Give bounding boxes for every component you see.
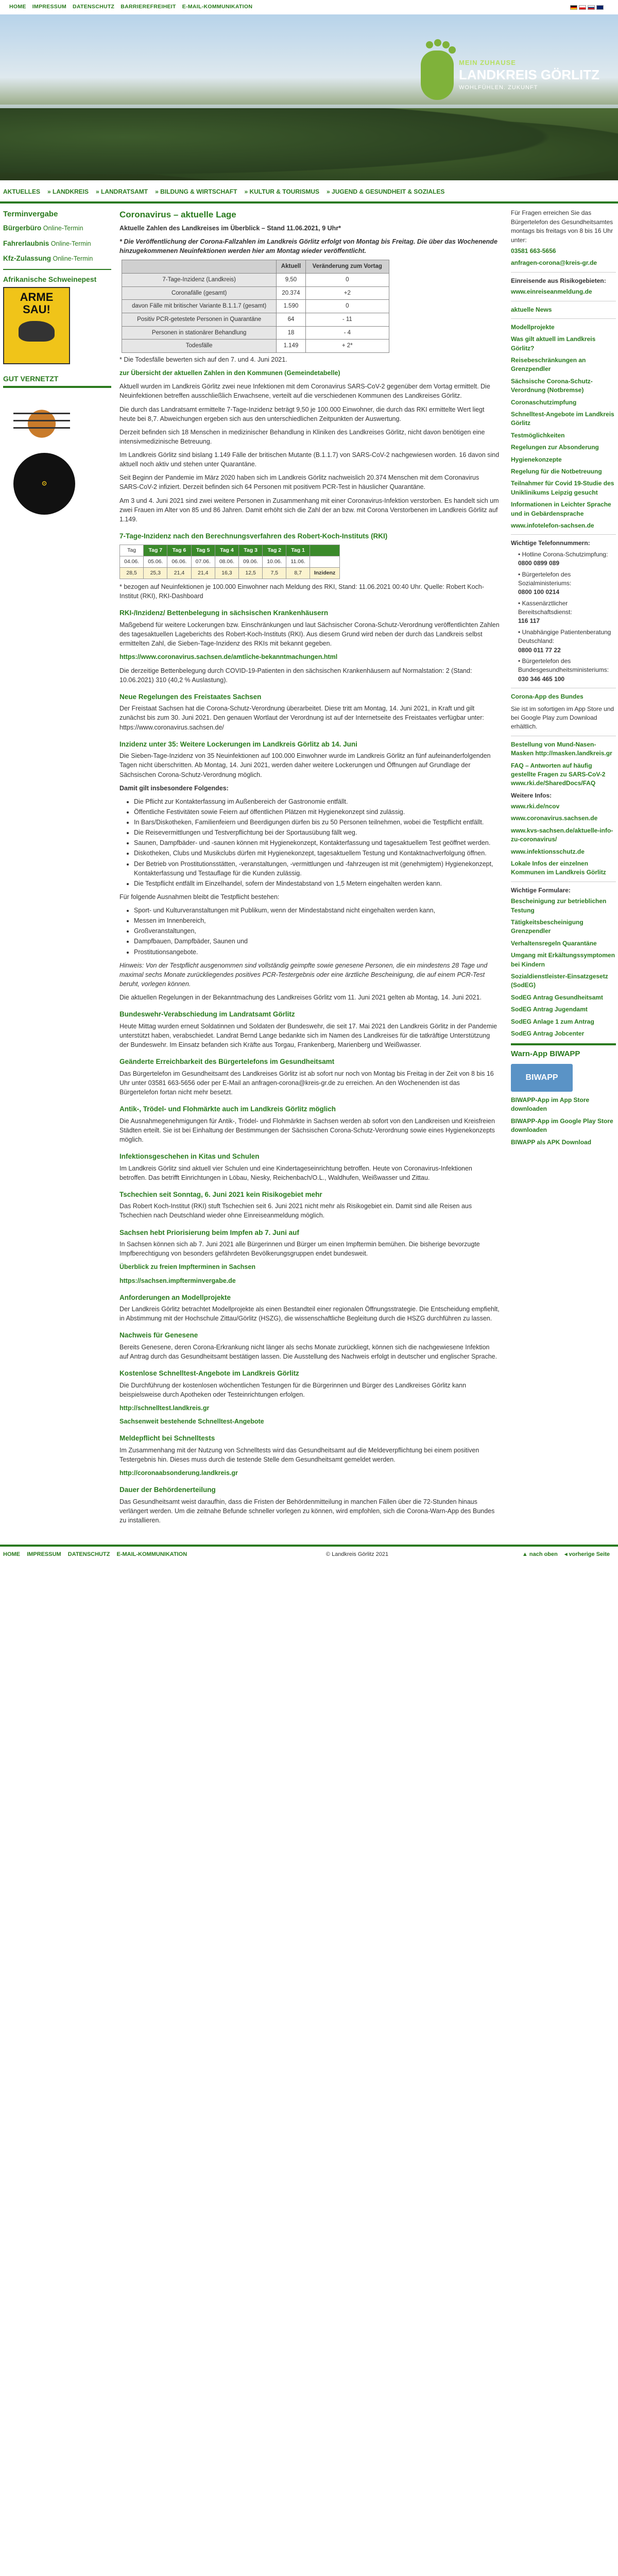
para-behoerde: Das Gesundheitsamt weist daraufhin, dass die Fristen der Behördenmitteilung in manchen Fällen über die 72-Stunden hinaus verlängert werden. Um die zeitnahe Befunde schneller vorlegen zu können, wird empfohlen, sich die Corona-Warn-App des Bundes zu installieren. bbox=[119, 1498, 495, 1524]
section-behoerde: Dauer der Behördenerteilung bbox=[119, 1486, 216, 1494]
footer-nach-oben[interactable]: ▲ nach oben bbox=[522, 1551, 558, 1558]
form-link[interactable]: Tätigkeitsbescheinigung Grenzpendler bbox=[511, 919, 583, 935]
para-hinweis: Hinweis: Von der Testpflicht ausgenommen sind vollständig geimpfte sowie genesene Personen, die ein mindestens 28 Tage und maximal sechs Monate zurückliegendes positives PCR-Testergebnis oder eine ärztliche Bescheinigung, die auf einem PCR-Test beruht, vorlegen können. bbox=[119, 961, 488, 988]
arme-sau-sign[interactable] bbox=[3, 287, 70, 364]
phone-item: • Bürgertelefon des Bundesgesundheitsministeriums: 030 346 465 100 bbox=[518, 657, 609, 683]
phone-item: • Hotline Corona-Schutzimpfung: 0800 0899 089 bbox=[518, 550, 608, 567]
einreise-link[interactable]: www.einreiseanmeldung.de bbox=[511, 288, 592, 296]
biwapp-logo[interactable]: BIWAPP bbox=[511, 1064, 573, 1092]
right-link[interactable]: Teilnahmer für Covid 19-Studie des Uniklinikums Leipzig gesucht bbox=[511, 480, 614, 496]
para-inz35: Die Sieben-Tage-Inzidenz von 35 Neuinfektionen auf 100.000 Einwohner wurde im Landkreis Görlitz an fünf aufeinanderfolgenden Tagen nicht überschritten. Ab Montag, 14. Juni 2021, werden daher weitere Lockerungen und Öffnungen auf Grundlage der Sächsischen Corona-Schutz-Verordnung möglich. bbox=[119, 752, 491, 778]
language-flags bbox=[570, 5, 604, 10]
list-item: • Dampfbauen, Dampfbäder, Saunen und bbox=[134, 937, 500, 946]
para-5: Seit Beginn der Pandemie im März 2020 haben sich im Landkreis Görlitz nachweislich 20.374 Menschen mit dem Coronavirus SARS-CoV-2 infiziert. Derzeit befinden sich 64 Personen mit positivem PCR-Test in häuslicher Quarantäne. bbox=[119, 474, 479, 491]
link-kfz[interactable]: Kfz-Zulassung Online-Termin bbox=[3, 255, 93, 263]
phone-numbers-title: Wichtige Telefonnummern: bbox=[511, 539, 590, 547]
asp-title[interactable]: Afrikanische Schweinepest bbox=[3, 275, 97, 283]
para-6: Am 3 und 4. Juni 2021 sind zwei weitere Personen in Zusammenhang mit einer Coronavirus-Infektion verstorben. Es handelt sich um zwei Frauen im Alter von 85 und 86 Jahren. Damit erhöht sich die Zahl der an bzw. mit Corona Verstorbenen im Landkreis Görlitz auf 1.149. bbox=[119, 497, 499, 523]
inzidenz-title: 7-Tage-Inzidenz nach den Berechnungsverfahren des Robert-Koch-Instituts (RKI) bbox=[119, 532, 388, 540]
table-row: Personen in stationärer Behandlung 18 - 4 bbox=[122, 326, 389, 340]
section-neu: Neue Regelungen des Freistaates Sachsen bbox=[119, 692, 262, 701]
right-link[interactable]: www.coronavirus.sachsen.de bbox=[511, 815, 598, 822]
section-impfen: Sachsen hebt Priorisierung beim Impfen ab 7. Juni auf bbox=[119, 1228, 299, 1236]
corona-app-text: Sie ist im sofortigen im App Store und bei Google Play zum Download erhältlich. bbox=[511, 705, 614, 731]
phone-info: Für Fragen erreichen Sie das Bürgertelefon des Gesundheitsamtes montags bis freitags von 8 bis 16 Uhr unter: bbox=[511, 209, 613, 244]
list-item: • Die Pflicht zur Kontakterfassung im Außenbereich der Gastronomie entfällt. bbox=[134, 797, 500, 806]
warn-app-title: Warn-App BIWAPP bbox=[511, 1043, 616, 1060]
para-rki: Maßgebend für weitere Lockerungen bzw. Einschränkungen und laut Sächsischer Corona-Schutz-Verordnung veröffentlichten Zahlen des tagesaktuellen Lageberichts des Robert-Koch-Instituts (RKI). Aus diesem Grund wird neben der durch das Landkreis selbst ermittelten Zahl, die Sieben-Tage-Inzidenz des RKIs mit bekannt gegeben. bbox=[119, 621, 500, 648]
list-item: • In Bars/Diskotheken, Familienfeiern und Beerdigungen dürfen bis zu 50 Personen teilnehmen, wobei die Testpflicht entfällt. bbox=[134, 818, 500, 827]
right-link[interactable]: www.infektionsschutz.de bbox=[511, 848, 585, 855]
list-item: • Diskotheken, Clubs und Musikclubs dürfen mit Hygienekonzept, tagesaktuellem Testung und Kontaktnachverfolgung öffnen. bbox=[134, 849, 500, 858]
right-link[interactable]: Sächsische Corona-Schutz-Verordnung (Notbremse) bbox=[511, 377, 593, 394]
table-row: Todesfälle 1.149 + 2* bbox=[122, 340, 389, 353]
footer-email[interactable]: E-MAIL-KOMMUNIKATION bbox=[116, 1551, 187, 1558]
footer-datenschutz[interactable]: DATENSCHUTZ bbox=[67, 1551, 110, 1558]
form-link[interactable]: SodEG Antrag Jobcenter bbox=[511, 1029, 585, 1037]
inzidenz-note: * bezogen auf Neuinfektionen je 100.000 Einwohner nach Meldung des RKI, Stand: 11.06.2021 00:40 Uhr. Quelle: Robert Koch-Institut (RKI), RKI-Dashboard bbox=[119, 583, 484, 600]
email-link[interactable]: anfragen-corona@kreis-gr.de bbox=[511, 259, 597, 267]
right-link[interactable]: Bestellung von Mund-Nasen-Masken http://masken.landkreis.gr bbox=[511, 740, 612, 757]
form-link[interactable]: SodEG Antrag Jugendamt bbox=[511, 1006, 588, 1013]
section-buergertelefon: Geänderte Erreichbarkeit des Bürgertelefons im Gesundheitsamt bbox=[119, 1058, 335, 1066]
rules-list bbox=[134, 797, 500, 888]
link-impftermine[interactable]: Überblick zu freien Impfterminen in Sachsen bbox=[119, 1263, 255, 1271]
footprint-icon bbox=[421, 50, 454, 100]
formulare-title: Wichtige Formulare: bbox=[511, 886, 571, 894]
para-modellprojekte: Der Landkreis Görlitz betrachtet Modellprojekte als einen Bestandteil einer regionalen Öffnungsstrategie. Die Entscheidung empfiehlt, in Abstimmung mit der Hochschule Zittau/Görlitz (HSZG), die wissenschaftliche Begleitung durch die HSZG durchführen zu lassen. bbox=[119, 1306, 500, 1323]
form-link[interactable]: SodEG Anlage 1 zum Antrag bbox=[511, 1018, 594, 1025]
right-link[interactable]: Testmöglichkeiten bbox=[511, 431, 565, 439]
para-bek: Die aktuellen Regelungen in der Bekanntmachung des Landkreises Görlitz vom 11. Juni 2021 gelten ab Montag, 14. Juni 2021. bbox=[119, 994, 482, 1002]
list-item: • Messen im Innenbereich, bbox=[134, 916, 500, 925]
link-schnelltest[interactable]: http://schnelltest.landkreis.gr bbox=[119, 1404, 210, 1412]
nav-jugend[interactable]: » JUGEND & GESUNDHEIT & SOZIALES bbox=[327, 188, 445, 195]
biwapp-link[interactable]: BIWAPP-App im App Store downloaden bbox=[511, 1096, 590, 1113]
inzidenz-table: Tag Tag 7 Tag 6 Tag 5 Tag 4 Tag 3 Tag 2 Tag 1 04.06. 05.06. 06.06. 07.06. 08.06. 09.06. 10.06. 11.06. 28,5 25,3 21,4 21,4 16,3 12,5 7,5 8,7 Inzidenz bbox=[119, 545, 340, 580]
right-link[interactable]: Lokale Infos der einzelnen Kommunen im Landkreis Görlitz bbox=[511, 860, 606, 876]
link-schnelltest-sachsen[interactable]: Sachsenweit bestehende Schnelltest-Angebote bbox=[119, 1418, 264, 1426]
topnav-home[interactable]: HOME bbox=[9, 4, 26, 10]
gilt-title: Damit gilt insbesondere Folgendes: bbox=[119, 784, 229, 792]
right-link[interactable]: www.rki.de/ncov bbox=[511, 803, 560, 810]
section-antik: Antik-, Trödel- und Flohmärkte auch im Landkreis Görlitz möglich bbox=[119, 1105, 336, 1113]
stats-table: Aktuell Veränderung zum Vortag 7-Tage-Inzidenz (Landkreis) 9,50 0 Coronafälle (gesamt) 20.374 +2 davon Fälle mit britischer Variante B.1.1.7 (gesamt) 1.590 0 Positiv PCR-getestete Personen in Quarantäne 64 - 11 Personen in stationärer Behandlung 18 - 4 Todesfälle 1.149 + 2* bbox=[122, 260, 389, 353]
para-neu: Der Freistaat Sachsen hat die Corona-Schutz-Verordnung überarbeitet. Diese tritt am Montag, 14. Juni 2021, in Kraft und gilt zunächst bis zum 30. Juni 2021. Den genauen Wortlaut der Verordnung ist auf der Internetseite des Freistaates verfügbar unter: https://www.coronavirus.sachsen.de/ bbox=[119, 705, 484, 731]
page-title: Coronavirus – aktuelle Lage bbox=[119, 210, 236, 220]
list-item: • Öffentliche Festivitäten sowie Feiern auf öffentlichen Plätzen mit Hygienekonzept sind zulässig. bbox=[134, 807, 500, 817]
table-row: Positiv PCR-getestete Personen in Quarantäne 64 - 11 bbox=[122, 313, 389, 327]
para-buergertelefon: Das Bürgertelefon im Gesundheitsamt des Landkreises Görlitz ist ab sofort nur noch von Montag bis Freitag in der Zeit von 8 bis 16 Uhr unter 03581 663-5656 oder per E-Mail an anfragen-corona@kreis-gr.de zu erreichen. An den Wochenenden ist das Bürgertelefon fortan nicht mehr besetzt. bbox=[119, 1070, 494, 1096]
footer-vorherige[interactable]: ◂ vorherige Seite bbox=[564, 1551, 610, 1558]
right-link[interactable]: Regelungen zur Absonderung bbox=[511, 444, 599, 451]
table-row: davon Fälle mit britischer Variante B.1.1.7 (gesamt) 1.590 0 bbox=[122, 300, 389, 313]
nav-landratsamt[interactable]: » LANDRATSAMT bbox=[96, 188, 148, 195]
exceptions-list bbox=[134, 906, 500, 957]
list-item: • Prostitutionsangebote. bbox=[134, 947, 500, 957]
topnav-email[interactable]: E-MAIL-KOMMUNIKATION bbox=[182, 4, 253, 10]
para-tschechien: Das Robert Koch-Institut (RKI) stuft Tschechien seit 6. Juni 2021 nicht mehr als Risikogebiet ein. Damit sind alle Reisen aus Tschechien nach Deutschland wieder ohne Einreiseanmeldung möglich. bbox=[119, 1202, 472, 1219]
biwapp-link[interactable]: BIWAPP als APK Download bbox=[511, 1138, 592, 1146]
form-link[interactable]: Bescheinigung zur betrieblichen Testung bbox=[511, 897, 607, 914]
para-antik: Die Ausnahmegenehmigungen für Antik-, Trödel- und Flohmärkte in Sachsen werden ab sofort von den Landkreisen und Kreisfreien Städten erteilt. Sie ist bei Einhaltung der Bestimmungen der Sächsischen Corona-Schutz-Verordnung sowie eines Hygienekonzepts möglich. bbox=[119, 1117, 495, 1143]
flag-cz-icon[interactable] bbox=[588, 5, 595, 10]
pig-icon bbox=[19, 321, 55, 342]
link-buergerbuero[interactable]: Bürgerbüro Online-Termin bbox=[3, 224, 83, 232]
flag-pl-icon[interactable] bbox=[579, 5, 586, 10]
page-subtitle: Aktuelle Zahlen des Landkreises im Überblick – Stand 11.06.2021, 9 Uhr* bbox=[119, 225, 341, 232]
footer bbox=[0, 1545, 618, 1563]
right-link[interactable]: Modellprojekte bbox=[511, 323, 555, 331]
nav-kultur[interactable]: » KULTUR & TOURISMUS bbox=[244, 188, 320, 195]
para-3: Derzeit befinden sich 18 Menschen in medizinischer Behandlung in Kliniken des Landkreises Görlitz, nicht davon benötigen eine intensivmedizinische Betreuung. bbox=[119, 428, 485, 445]
virus-icon[interactable] bbox=[19, 398, 65, 445]
para-4: Im Landkreis Görlitz sind bislang 1.149 Fälle der britischen Mutante (B.1.1.7) von SARS-CoV-2 nachgewiesen worden. 16 davon sind aktuell noch aktiv und stehen unter Quarantäne. bbox=[119, 451, 500, 468]
right-link[interactable]: Was gilt aktuell im Landkreis Görlitz? bbox=[511, 335, 596, 352]
right-link[interactable]: Coronaschutzimpfung bbox=[511, 398, 577, 406]
phone-item: • Bürgertelefon des Sozialministeriums: 0800 100 0214 bbox=[518, 570, 572, 596]
topnav-datenschutz[interactable]: DATENSCHUTZ bbox=[73, 4, 115, 10]
news-link[interactable]: aktuelle News bbox=[511, 306, 552, 313]
main-nav bbox=[0, 180, 618, 204]
list-item: • Die Testpflicht entfällt im Einzelhandel, sofern der Mindestabstand von 1,5 Metern eingehalten werden kann. bbox=[134, 879, 500, 888]
brand-sub: WOHLFÜHLEN. ZUKUNFT bbox=[459, 84, 538, 91]
para-bundeswehr: Heute Mittag wurden erneut Soldatinnen und Soldaten der Bundeswehr, die seit 17. Mai 2021 den Landkreis Görlitz in der Pandemie unterstützt haben, verabschiedet. Landrat Bernd Lange bedankte sich im Namen des Landkreises für die tatkräftige Unterstützung der Bundeswehr. Im Einsatz befanden sich Kräfte aus Torgau, Frankenberg, Marienberg und Weißwasser. bbox=[119, 1022, 497, 1048]
form-link[interactable]: Umgang mit Erkältungssymptomen bei Kindern bbox=[511, 952, 615, 968]
link-fahrerlaubnis[interactable]: Fahrerlaubnis Online-Termin bbox=[3, 239, 91, 247]
list-item: • Saunen, Dampfbäder- und -saunen können mit Hygienekonzept, Kontakterfassung und tagesaktuellem Test geöffnet werden. bbox=[134, 838, 500, 848]
right-link[interactable]: Hygienekonzepte bbox=[511, 455, 562, 463]
terminvergabe-title: Terminvergabe bbox=[3, 210, 58, 219]
einreise-label: Einreisende aus Risikogebieten: bbox=[511, 277, 606, 284]
footer-copyright: © Landkreis Görlitz 2021 bbox=[325, 1551, 389, 1558]
para-1: Aktuell wurden im Landkreis Görlitz zwei neue Infektionen mit dem Coronavirus SARS-CoV-2 gegenüber dem Vortag ermittelt. Die Neuinfektionen betreffen ausschließlich Erwachsene, verteilt auf die verschiedenen Kommunen des Landkreises Görlitz. bbox=[119, 383, 490, 400]
para-2: Die durch das Landratsamt ermittelte 7-Tage-Inzidenz beträgt 9,50 je 100.000 Einwohner, die durch das RKI ermittelte Wert liegt heute bei 8,7. Abweichungen ergeben sich aus den unterschiedlichen Zeitpunkten der Auswertung. bbox=[119, 405, 485, 422]
nav-landkreis[interactable]: » LANDKREIS bbox=[47, 188, 89, 195]
intro-text: * Die Veröffentlichung der Corona-Fallzahlen im Landkreis Görlitz erfolgt von Montag bis Freitag. Die über das Wochenende hinzugekommenen Neuinfektionen werden hier am Montag wieder veröffentlicht. bbox=[119, 238, 497, 255]
list-item: • Großveranstaltungen, bbox=[134, 926, 500, 936]
list-item: • Sport- und Kulturveranstaltungen mit Publikum, wenn der Mindestabstand nicht eingehalten werden kann, bbox=[134, 906, 500, 915]
para-genesene: Bereits Genesene, deren Corona-Erkrankung nicht länger als sechs Monate zurückliegt, können sich die nachgewiesene Infektion auf Antrag durch das Gesundheitsamt bestätigen lassen. Die Ausstellung des Nachweis erfolgt in deutscher und englischer Sprache. bbox=[119, 1344, 497, 1361]
weitere-infos-label: Weitere Infos: bbox=[511, 791, 552, 799]
para-schnelltest: Die Durchführung der kostenlosen wöchentlichen Testungen für die Bürgerinnen und Bürger des Landkreises Görlitz kann beispielsweise durch Apotheken oder Testeinrichtungen erfolgen. bbox=[119, 1381, 467, 1398]
phone-item: • Kassenärztlicher Bereitschaftsdienst: 116 117 bbox=[518, 599, 572, 625]
nav-bildung[interactable]: » BILDUNG & WIRTSCHAFT bbox=[155, 188, 237, 195]
right-link[interactable]: Regelung für die Notbetreuung bbox=[511, 467, 602, 475]
para-kitas: Im Landkreis Görlitz sind aktuell vier Schulen und eine Kindertageseinrichtung betroffen. Heute von Coronavirus-Infektionen betroffen. Das betrifft Einrichtungen in Löbau, Niesky, Reichenbach/O.L., Waldhufen, Weißwasser und Zittau. bbox=[119, 1164, 472, 1181]
phone-item: • Unabhängige Patientenberatung Deutschland: 0800 011 77 22 bbox=[518, 628, 611, 654]
section-tschechien: Tschechien seit Sonntag, 6. Juni 2021 kein Risikogebiet mehr bbox=[119, 1190, 322, 1198]
para-meldepflicht: Im Zusammenhang mit der Nutzung von Schnelltests wird das Gesundheitsamt auf die Meldeverpflichtung bei einem positiven Testergebnis hin. Dieses muss durch die testende Stelle dem Gesundheitsamt gemeldet werden. bbox=[119, 1446, 479, 1464]
form-link[interactable]: SodEG Antrag Gesundheitsamt bbox=[511, 993, 603, 1001]
right-link[interactable]: Reisebeschränkungen an Grenzpendler bbox=[511, 357, 586, 373]
gut-vernetzt-title: GUT VERNETZT bbox=[3, 374, 111, 388]
table-note: * Die Todesfälle bewerten sich auf den 7. und 4. Juni 2021. bbox=[119, 356, 287, 364]
list-item: • Die Reisevermittlungen und Testverpflichtung bei der Sportausübung fällt weg. bbox=[134, 828, 500, 837]
right-link[interactable]: Schnelltest-Angebote im Landkreis Görlitz bbox=[511, 411, 614, 427]
table-row: Coronafälle (gesamt) 20.374 +2 bbox=[122, 286, 389, 300]
flag-en-icon[interactable] bbox=[596, 5, 604, 10]
topnav-barrierefreiheit[interactable]: BARRIEREFREIHEIT bbox=[121, 4, 176, 10]
right-sidebar bbox=[508, 204, 616, 1539]
para-bett: Die derzeitige Bettenbelegung durch COVID-19-Patienten in den sächsischen Krankenhäusern auf Normalstation: 2 (Stand: 10.06.2021) 310 (40,2 % Auslastung). bbox=[119, 667, 472, 684]
nav-aktuelles[interactable]: AKTUELLES bbox=[3, 188, 40, 195]
link-impfterminvergabe[interactable]: https://sachsen.impfterminvergabe.de bbox=[119, 1277, 236, 1284]
para-folg: Für folgende Ausnahmen bleibt die Testpflicht bestehen: bbox=[119, 893, 280, 901]
form-link[interactable]: Sozialdienstleister-Einsatzgesetz (SodEG) bbox=[511, 972, 608, 989]
right-link[interactable]: www.infotelefon-sachsen.de bbox=[511, 521, 594, 529]
list-item: • Der Betrieb von Prostitutionsstätten, -veranstaltungen, -vermittlungen und -fahrzeugen ist mit (genehmigtem) Hygienekonzept, Kontakterfassung und Testauflage für die Kunden zulässig. bbox=[134, 859, 500, 878]
radweg-badge-icon[interactable]: ⊙ bbox=[13, 453, 75, 515]
section-inz35: Inzidenz unter 35: Weitere Lockerungen im Landkreis Görlitz ab 14. Juni bbox=[119, 740, 357, 748]
section-genesene: Nachweis für Genesene bbox=[119, 1331, 198, 1340]
right-link[interactable]: www.kvs-sachsen.de/aktuelle-info-zu-coronavirus/ bbox=[511, 826, 613, 843]
main-content bbox=[111, 204, 508, 1539]
landkreis-logo[interactable] bbox=[421, 50, 599, 100]
section-meldepflicht: Meldepflicht bei Schnelltests bbox=[119, 1434, 215, 1443]
biwapp-link[interactable]: BIWAPP-App im Google Play Store downloaden bbox=[511, 1117, 613, 1134]
link-bekanntmachungen[interactable]: https://www.coronavirus.sachsen.de/amtliche-bekanntmachungen.html bbox=[119, 653, 338, 661]
right-link[interactable]: FAQ – Antworten auf häufig gestellte Fragen zu SARS-CoV-2 www.rki.de/SharedDocs/FAQ bbox=[511, 761, 606, 787]
para-impfen: In Sachsen können sich ab 7. Juni 2021 alle Bürgerinnen und Bürger um einen Impftermin bemühen. Die bisherige bevorzugte Impfberechtigung von besonders gefährdeten Bevölkerungsgruppen endet bundesweit. bbox=[119, 1241, 480, 1258]
topnav-impressum[interactable]: IMPRESSUM bbox=[32, 4, 66, 10]
top-nav bbox=[9, 3, 252, 11]
gemeinde-link[interactable]: zur Übersicht der aktuellen Zahlen in den Kommunen (Gemeindetabelle) bbox=[119, 369, 340, 377]
brand-main: LANDKREIS GÖRLITZ bbox=[459, 66, 599, 82]
footer-home[interactable]: HOME bbox=[3, 1551, 20, 1558]
section-modellprojekte: Anforderungen an Modellprojekte bbox=[119, 1293, 231, 1301]
flag-de-icon[interactable] bbox=[570, 5, 577, 10]
sign-text: ARME SAU! bbox=[20, 290, 54, 316]
section-schnelltest: Kostenlose Schnelltest-Angebote im Landkreis Görlitz bbox=[119, 1369, 299, 1378]
corona-app-link[interactable]: Corona-App des Bundes bbox=[511, 693, 583, 701]
table-row: 7-Tage-Inzidenz (Landkreis) 9,50 0 bbox=[122, 274, 389, 287]
link-absonderung[interactable]: http://coronaabsonderung.landkreis.gr bbox=[119, 1469, 238, 1477]
section-bundeswehr: Bundeswehr-Verabschiedung im Landratsamt Görlitz bbox=[119, 1010, 295, 1019]
section-rki: RKI-/Inzidenz/ Bettenbelegung in sächsischen Krankenhäusern bbox=[119, 609, 329, 617]
brand-top: MEIN ZUHAUSE bbox=[459, 58, 516, 66]
hero-banner bbox=[0, 14, 618, 180]
right-link[interactable]: Informationen in Leichter Sprache und in Gebärdensprache bbox=[511, 501, 611, 517]
form-link[interactable]: Verhaltensregeln Quarantäne bbox=[511, 939, 597, 947]
footer-impressum[interactable]: IMPRESSUM bbox=[27, 1551, 61, 1558]
top-bar bbox=[0, 0, 618, 14]
section-kitas: Infektionsgeschehen in Kitas und Schulen bbox=[119, 1152, 260, 1160]
phone-number[interactable]: 03581 663-5656 bbox=[511, 247, 556, 255]
left-sidebar bbox=[3, 204, 111, 1539]
